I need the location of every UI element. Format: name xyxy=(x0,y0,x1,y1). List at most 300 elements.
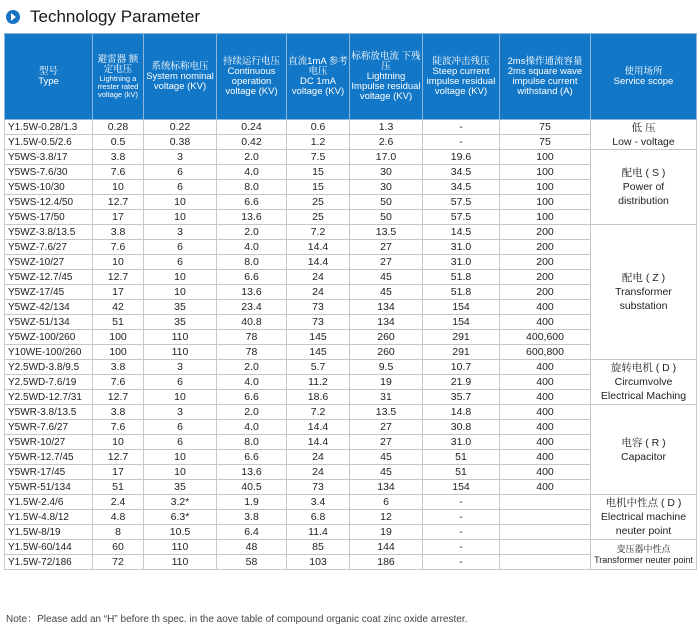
value-cell: 60 xyxy=(93,540,144,555)
column-header xyxy=(500,34,591,120)
value-cell: - xyxy=(423,120,500,135)
value-cell: 10 xyxy=(144,450,217,465)
model-cell: Y5WR-17/45 xyxy=(5,465,93,480)
table-header-row xyxy=(5,34,697,120)
value-cell: 10 xyxy=(144,465,217,480)
table-row xyxy=(5,405,697,420)
value-cell: 14.5 xyxy=(423,225,500,240)
value-cell: 14.4 xyxy=(287,240,350,255)
service-scope-line: Power of xyxy=(622,181,665,193)
value-cell: 25 xyxy=(287,210,350,225)
model-cell: Y5WZ-3.8/13.5 xyxy=(5,225,93,240)
value-cell: 260 xyxy=(350,345,423,360)
column-header-small: Lightning a rrester rated voltage (kV) xyxy=(97,73,139,99)
value-cell: 7.6 xyxy=(93,165,144,180)
value-cell: 103 xyxy=(287,555,350,570)
service-scope-line: neuter point xyxy=(615,525,672,537)
value-cell: 51 xyxy=(423,450,500,465)
value-cell: 8.0 xyxy=(217,180,287,195)
value-cell: 100 xyxy=(93,345,144,360)
service-scope-line: Electrical Maching xyxy=(600,390,687,402)
service-scope-line: Transformer xyxy=(615,286,672,298)
service-scope-line: 变压器中性点 xyxy=(616,543,671,554)
column-header xyxy=(423,34,500,120)
value-cell: 0.24 xyxy=(217,120,287,135)
value-cell: 24 xyxy=(287,465,350,480)
model-cell: Y1.5W-72/186 xyxy=(5,555,93,570)
value-cell: 13.6 xyxy=(217,210,287,225)
value-cell: 600,800 xyxy=(500,345,591,360)
column-header-cn: 使用场所 xyxy=(624,65,663,77)
value-cell: 10.5 xyxy=(144,525,217,540)
service-scope-cell xyxy=(591,120,697,150)
value-cell: 25 xyxy=(287,195,350,210)
value-cell: 2.0 xyxy=(217,405,287,420)
service-scope-line: Transformer neuter point xyxy=(594,554,693,565)
value-cell: - xyxy=(423,495,500,510)
value-cell: 24 xyxy=(287,285,350,300)
value-cell: 19.6 xyxy=(423,150,500,165)
service-scope-line: Circumvolve xyxy=(614,376,673,388)
value-cell: 100 xyxy=(500,210,591,225)
service-scope-line: distribution xyxy=(618,195,669,207)
value-cell: 30.8 xyxy=(423,420,500,435)
value-cell: 5.7 xyxy=(287,360,350,375)
value-cell: 12 xyxy=(350,510,423,525)
value-cell: 24 xyxy=(287,450,350,465)
value-cell: 31.0 xyxy=(423,240,500,255)
model-cell: Y5WZ-17/45 xyxy=(5,285,93,300)
value-cell: 6 xyxy=(144,375,217,390)
value-cell: 100 xyxy=(500,150,591,165)
value-cell: 8.0 xyxy=(217,435,287,450)
service-scope-cell xyxy=(591,150,697,225)
value-cell: 291 xyxy=(423,330,500,345)
value-cell: 1.9 xyxy=(217,495,287,510)
model-cell: Y5WZ-7.6/27 xyxy=(5,240,93,255)
value-cell: 45 xyxy=(350,465,423,480)
model-cell: Y5WR-3.8/13.5 xyxy=(5,405,93,420)
value-cell: 11.2 xyxy=(287,375,350,390)
value-cell: 45 xyxy=(350,285,423,300)
column-header-cn: 持续运行电压 xyxy=(222,55,280,67)
value-cell: 100 xyxy=(93,330,144,345)
value-cell: 15 xyxy=(287,165,350,180)
value-cell: 400 xyxy=(500,300,591,315)
column-header-en: Type xyxy=(38,75,59,87)
service-scope-line: substation xyxy=(619,300,668,312)
value-cell: 200 xyxy=(500,255,591,270)
value-cell: 3 xyxy=(144,225,217,240)
title-row xyxy=(6,6,200,28)
table-row xyxy=(5,360,697,375)
value-cell: 7.5 xyxy=(287,150,350,165)
value-cell: 144 xyxy=(350,540,423,555)
value-cell: 10.7 xyxy=(423,360,500,375)
value-cell: - xyxy=(423,135,500,150)
value-cell: 21.9 xyxy=(423,375,500,390)
value-cell: 73 xyxy=(287,480,350,495)
table-row xyxy=(5,120,697,135)
value-cell: 31 xyxy=(350,390,423,405)
value-cell: 31.0 xyxy=(423,255,500,270)
table-row xyxy=(5,225,697,240)
value-cell: 200 xyxy=(500,285,591,300)
value-cell: 110 xyxy=(144,540,217,555)
model-cell: Y5WS-17/50 xyxy=(5,210,93,225)
value-cell: 35 xyxy=(144,300,217,315)
value-cell: 8.0 xyxy=(217,255,287,270)
model-cell: Y5WZ-42/134 xyxy=(5,300,93,315)
value-cell: 75 xyxy=(500,135,591,150)
value-cell: 27 xyxy=(350,420,423,435)
model-cell: Y5WR-12.7/45 xyxy=(5,450,93,465)
column-header-cn: 系统标称电压 xyxy=(151,60,209,72)
value-cell: 3.2* xyxy=(144,495,217,510)
service-scope-line: 配电 ( Z ) xyxy=(621,272,666,284)
value-cell: 3.8 xyxy=(217,510,287,525)
value-cell: 0.5 xyxy=(93,135,144,150)
value-cell: 145 xyxy=(287,345,350,360)
model-cell: Y5WR-10/27 xyxy=(5,435,93,450)
model-cell: Y5WZ-51/134 xyxy=(5,315,93,330)
value-cell: 72 xyxy=(93,555,144,570)
value-cell xyxy=(500,495,591,510)
value-cell: 17 xyxy=(93,210,144,225)
value-cell: 3.8 xyxy=(93,225,144,240)
value-cell: 0.38 xyxy=(144,135,217,150)
value-cell: 73 xyxy=(287,300,350,315)
table-body xyxy=(5,120,697,570)
value-cell: 400 xyxy=(500,405,591,420)
value-cell: 154 xyxy=(423,480,500,495)
value-cell: 11.4 xyxy=(287,525,350,540)
value-cell: - xyxy=(423,540,500,555)
value-cell: 35 xyxy=(144,315,217,330)
table-row xyxy=(5,495,697,510)
value-cell: 6.3* xyxy=(144,510,217,525)
value-cell: 110 xyxy=(144,330,217,345)
value-cell: - xyxy=(423,510,500,525)
value-cell: 15 xyxy=(287,180,350,195)
value-cell: 200 xyxy=(500,225,591,240)
model-cell: Y5WR-7.6/27 xyxy=(5,420,93,435)
service-scope-line: Electrical machine xyxy=(600,511,687,523)
value-cell: 13.6 xyxy=(217,465,287,480)
model-cell: Y5WS-12.4/50 xyxy=(5,195,93,210)
value-cell: 14.4 xyxy=(287,255,350,270)
model-cell: Y1.5W-60/144 xyxy=(5,540,93,555)
value-cell: 1.3 xyxy=(350,120,423,135)
value-cell: 4.0 xyxy=(217,165,287,180)
value-cell: 35 xyxy=(144,480,217,495)
value-cell: 10 xyxy=(144,390,217,405)
value-cell: 23.4 xyxy=(217,300,287,315)
value-cell: 200 xyxy=(500,270,591,285)
service-scope-line: Capacitor xyxy=(621,450,666,463)
column-header xyxy=(144,34,217,120)
value-cell: 9.5 xyxy=(350,360,423,375)
value-cell: 154 xyxy=(423,300,500,315)
value-cell: 4.8 xyxy=(93,510,144,525)
value-cell: 100 xyxy=(500,195,591,210)
value-cell: 400 xyxy=(500,450,591,465)
value-cell: 291 xyxy=(423,345,500,360)
play-arrow-icon xyxy=(6,10,20,24)
column-header xyxy=(93,34,144,120)
value-cell: 27 xyxy=(350,255,423,270)
service-scope-line: Low - voltage xyxy=(612,135,675,148)
model-cell: Y1.5W-4.8/12 xyxy=(5,510,93,525)
value-cell: 17 xyxy=(93,285,144,300)
model-cell: Y2.5WD-12.7/31 xyxy=(5,390,93,405)
value-cell: 31.0 xyxy=(423,435,500,450)
service-scope-line: 低 压 xyxy=(631,121,656,134)
value-cell: 400 xyxy=(500,375,591,390)
service-scope-line: 配电 ( S ) xyxy=(621,167,666,179)
value-cell xyxy=(500,525,591,540)
column-header xyxy=(287,34,350,120)
value-cell: 8 xyxy=(93,525,144,540)
value-cell: 186 xyxy=(350,555,423,570)
value-cell: 4.0 xyxy=(217,420,287,435)
model-cell: Y5WS-7.6/30 xyxy=(5,165,93,180)
value-cell: 6.6 xyxy=(217,270,287,285)
value-cell: 400 xyxy=(500,465,591,480)
value-cell: 10 xyxy=(93,180,144,195)
value-cell: 12.7 xyxy=(93,450,144,465)
service-scope-line: 电机中性点 ( D ) xyxy=(605,497,682,509)
value-cell: 400 xyxy=(500,480,591,495)
value-cell: 6.6 xyxy=(217,450,287,465)
value-cell: 6.6 xyxy=(217,390,287,405)
value-cell: 6.4 xyxy=(217,525,287,540)
service-scope-cell xyxy=(591,225,697,360)
model-cell: Y1.5W-0.5/2.6 xyxy=(5,135,93,150)
value-cell: 18.6 xyxy=(287,390,350,405)
value-cell: 14.4 xyxy=(287,435,350,450)
value-cell: 14.8 xyxy=(423,405,500,420)
value-cell: 3.8 xyxy=(93,405,144,420)
value-cell: 40.5 xyxy=(217,480,287,495)
value-cell: 6.8 xyxy=(287,510,350,525)
value-cell: 19 xyxy=(350,375,423,390)
value-cell: 3.8 xyxy=(93,360,144,375)
value-cell: 3 xyxy=(144,150,217,165)
value-cell: 58 xyxy=(217,555,287,570)
service-scope-cell xyxy=(591,360,697,405)
value-cell: 0.28 xyxy=(93,120,144,135)
column-header-en: Steep current impulse residual voltage (KV) xyxy=(426,65,496,97)
value-cell: 40.8 xyxy=(217,315,287,330)
value-cell: 35.7 xyxy=(423,390,500,405)
model-cell: Y10WE-100/260 xyxy=(5,345,93,360)
model-cell: Y5WS-3.8/17 xyxy=(5,150,93,165)
value-cell: 110 xyxy=(144,555,217,570)
value-cell: 57.5 xyxy=(423,210,500,225)
value-cell: 400 xyxy=(500,390,591,405)
value-cell: 0.6 xyxy=(287,120,350,135)
value-cell: 12.7 xyxy=(93,390,144,405)
value-cell: - xyxy=(423,525,500,540)
model-cell: Y1.5W-0.28/1.3 xyxy=(5,120,93,135)
value-cell: 260 xyxy=(350,330,423,345)
value-cell xyxy=(500,510,591,525)
value-cell: 6 xyxy=(144,435,217,450)
value-cell: 134 xyxy=(350,315,423,330)
service-scope-line: 电容 ( R ) xyxy=(621,436,666,449)
service-scope-cell xyxy=(591,405,697,495)
page-title: Technology Parameter xyxy=(30,7,201,26)
column-header xyxy=(591,34,697,120)
column-header-cn: 型号 xyxy=(38,65,58,77)
value-cell: 13.5 xyxy=(350,405,423,420)
value-cell: 50 xyxy=(350,195,423,210)
value-cell: 6 xyxy=(144,255,217,270)
value-cell: 7.2 xyxy=(287,405,350,420)
value-cell: 19 xyxy=(350,525,423,540)
value-cell: - xyxy=(423,555,500,570)
column-header-en: System nominal voltage (KV) xyxy=(146,70,214,92)
service-scope-cell xyxy=(591,540,697,570)
value-cell: 134 xyxy=(350,480,423,495)
value-cell: 24 xyxy=(287,270,350,285)
value-cell: 400 xyxy=(500,360,591,375)
value-cell: 400 xyxy=(500,420,591,435)
value-cell: 48 xyxy=(217,540,287,555)
column-header-en: Continuous operation voltage (KV) xyxy=(225,65,278,97)
value-cell: 3.8 xyxy=(93,150,144,165)
value-cell: 7.6 xyxy=(93,375,144,390)
column-header xyxy=(5,34,93,120)
table-row xyxy=(5,540,697,555)
footnote: Note：Please add an “H” before th spec. in the aove table of compound organic coat zinc oxide arrester. xyxy=(6,614,468,625)
service-scope-cell xyxy=(591,495,697,540)
value-cell: 10 xyxy=(144,270,217,285)
value-cell xyxy=(500,540,591,555)
value-cell xyxy=(500,555,591,570)
value-cell: 200 xyxy=(500,240,591,255)
value-cell: 13.5 xyxy=(350,225,423,240)
value-cell: 50 xyxy=(350,210,423,225)
value-cell: 6 xyxy=(144,240,217,255)
value-cell: 3 xyxy=(144,405,217,420)
value-cell: 100 xyxy=(500,165,591,180)
value-cell: 154 xyxy=(423,315,500,330)
value-cell: 17 xyxy=(93,465,144,480)
column-header-en: DC 1mA voltage (KV) xyxy=(291,75,345,97)
value-cell: 51 xyxy=(93,315,144,330)
value-cell: 13.6 xyxy=(217,285,287,300)
model-cell: Y5WZ-100/260 xyxy=(5,330,93,345)
column-header-en: Lightning Impulse residual voltage (KV) xyxy=(351,70,421,102)
value-cell: 2.0 xyxy=(217,225,287,240)
value-cell: 110 xyxy=(144,345,217,360)
value-cell: 7.2 xyxy=(287,225,350,240)
value-cell: 51 xyxy=(93,480,144,495)
value-cell: 2.4 xyxy=(93,495,144,510)
value-cell: 6 xyxy=(144,180,217,195)
model-cell: Y1.5W-2.4/6 xyxy=(5,495,93,510)
value-cell: 134 xyxy=(350,300,423,315)
value-cell: 2.6 xyxy=(350,135,423,150)
value-cell: 4.0 xyxy=(217,375,287,390)
value-cell: 10 xyxy=(93,435,144,450)
value-cell: 0.22 xyxy=(144,120,217,135)
value-cell: 85 xyxy=(287,540,350,555)
value-cell: 45 xyxy=(350,270,423,285)
model-cell: Y5WS-10/30 xyxy=(5,180,93,195)
value-cell: 45 xyxy=(350,450,423,465)
parameter-table xyxy=(4,33,697,570)
value-cell: 145 xyxy=(287,330,350,345)
value-cell: 3 xyxy=(144,360,217,375)
column-header-cn: 避雷器 额定电压 xyxy=(97,53,139,75)
column-header-cn: 陡波冲击残压 xyxy=(432,55,490,67)
value-cell: 7.6 xyxy=(93,420,144,435)
value-cell: 27 xyxy=(350,435,423,450)
value-cell: 2.0 xyxy=(217,150,287,165)
value-cell: 400 xyxy=(500,315,591,330)
value-cell: 1.2 xyxy=(287,135,350,150)
value-cell: 7.6 xyxy=(93,240,144,255)
value-cell: 4.0 xyxy=(217,240,287,255)
column-header xyxy=(350,34,423,120)
value-cell: 30 xyxy=(350,180,423,195)
value-cell: 6.6 xyxy=(217,195,287,210)
column-header-cn: 标称放电流 下残压 xyxy=(351,50,421,72)
column-header xyxy=(217,34,287,120)
model-cell: Y5WZ-10/27 xyxy=(5,255,93,270)
value-cell: 12.7 xyxy=(93,195,144,210)
model-cell: Y2.5WD-7.6/19 xyxy=(5,375,93,390)
value-cell: 6 xyxy=(350,495,423,510)
value-cell: 12.7 xyxy=(93,270,144,285)
value-cell: 10 xyxy=(144,210,217,225)
value-cell: 400,600 xyxy=(500,330,591,345)
value-cell: 27 xyxy=(350,240,423,255)
value-cell: 51.8 xyxy=(423,285,500,300)
value-cell: 78 xyxy=(217,345,287,360)
value-cell: 100 xyxy=(500,180,591,195)
value-cell: 10 xyxy=(144,285,217,300)
model-cell: Y5WR-51/134 xyxy=(5,480,93,495)
model-cell: Y2.5WD-3.8/9.5 xyxy=(5,360,93,375)
value-cell: 30 xyxy=(350,165,423,180)
value-cell: 6 xyxy=(144,420,217,435)
value-cell: 78 xyxy=(217,330,287,345)
value-cell: 73 xyxy=(287,315,350,330)
service-scope-line: 旋转电机 ( D ) xyxy=(610,362,677,374)
column-header-cn: 直流1mA 参考电压 xyxy=(288,55,348,77)
value-cell: 400 xyxy=(500,435,591,450)
value-cell: 10 xyxy=(144,195,217,210)
model-cell: Y1.5W-8/19 xyxy=(5,525,93,540)
column-header-en: 2ms square wave impulse current withstand (A) xyxy=(507,65,583,97)
model-cell: Y5WZ-12.7/45 xyxy=(5,270,93,285)
value-cell: 10 xyxy=(93,255,144,270)
value-cell: 2.0 xyxy=(217,360,287,375)
value-cell: 6 xyxy=(144,165,217,180)
column-header-en: Service scope xyxy=(613,75,674,87)
value-cell: 17.0 xyxy=(350,150,423,165)
value-cell: 14.4 xyxy=(287,420,350,435)
value-cell: 75 xyxy=(500,120,591,135)
value-cell: 42 xyxy=(93,300,144,315)
value-cell: 57.5 xyxy=(423,195,500,210)
value-cell: 3.4 xyxy=(287,495,350,510)
value-cell: 51.8 xyxy=(423,270,500,285)
